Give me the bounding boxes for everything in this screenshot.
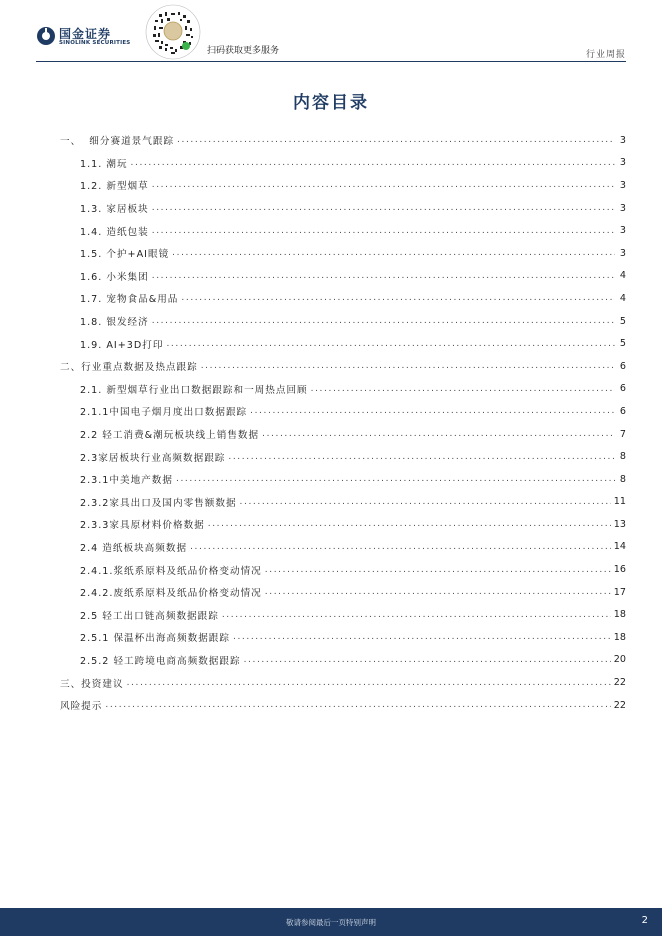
toc-leader-dots [152,271,615,281]
toc-entry-label: 2.4 造纸板块高频数据 [80,542,188,554]
toc-entry-page: 4 [619,292,626,304]
toc-entry-label: 1.2. 新型烟草 [80,181,149,193]
toc-entry-label: 2.1.1中国电子烟月度出口数据跟踪 [80,407,248,419]
toc-entry-page: 6 [619,405,626,417]
toc-entry-page: 3 [619,225,626,237]
toc-leader-dots [228,452,615,462]
toc-entry-label: 1.4. 造纸包装 [80,226,149,238]
toc-entry[interactable] [60,355,626,378]
toc-entry-page: 6 [619,360,626,372]
toc-leader-dots [105,700,610,710]
toc-entry-label: 2.5.2 轻工跨境电商高频数据跟踪 [80,655,241,667]
toc-entry-label: 2.5 轻工出口链高频数据跟踪 [80,610,219,622]
toc-leader-dots [265,565,611,575]
toc-entry-label: 风险提示 [60,701,103,713]
toc-entry-page: 6 [619,383,626,395]
toc-leader-dots [152,203,615,213]
toc-entry-page: 3 [619,134,626,146]
toc-entry-page: 5 [619,338,626,350]
toc-entry-label: 1.5. 个护+AI眼镜 [80,249,170,261]
toc-entry[interactable] [60,378,626,401]
toc-entry-page: 22 [613,677,626,689]
toc-entry-label: 二、行业重点数据及热点跟踪 [60,362,198,374]
logo-cn: 国金证券 [59,27,112,41]
toc-entry-label: 2.5.1 保温杯出海高频数据跟踪 [80,633,230,645]
toc-title: 内容目录 [293,93,369,113]
toc-entry[interactable] [60,242,626,265]
toc-entry-page: 5 [619,315,626,327]
toc-entry[interactable] [60,219,626,242]
toc-entry[interactable] [60,129,626,152]
sinolink-logo [36,24,136,50]
toc-entry[interactable] [60,174,626,197]
toc-entry-label: 一、 细分赛道景气跟踪 [60,136,175,148]
toc-entry-label: 1.9. AI+3D打印 [80,339,164,351]
toc-entry-label: 三、投资建议 [60,678,124,690]
toc-entry-label: 1.7. 宠物食品&用品 [80,294,179,306]
toc-leader-dots [152,180,615,190]
table-of-contents [60,129,626,716]
toc-entry[interactable] [60,332,626,355]
toc-leader-dots [166,339,615,349]
toc-leader-dots [190,542,611,552]
toc-entry-label: 2.3.2家具出口及国内零售额数据 [80,497,237,509]
toc-entry-page: 8 [619,451,626,463]
toc-entry-page: 20 [613,654,626,666]
toc-entry-page: 18 [613,631,626,643]
toc-entry[interactable] [60,445,626,468]
toc-entry[interactable] [60,287,626,310]
toc-leader-dots [250,406,615,416]
footer-bar [0,908,662,936]
toc-leader-dots [152,226,615,236]
toc-entry-page: 4 [619,270,626,282]
toc-leader-dots [233,632,611,642]
toc-entry[interactable] [60,265,626,288]
toc-entry-label: 2.3.1中美地产数据 [80,475,173,487]
toc-entry-page: 3 [619,202,626,214]
toc-leader-dots [244,655,611,665]
toc-leader-dots [240,497,611,507]
toc-entry-page: 3 [619,179,626,191]
toc-entry-page: 8 [619,473,626,485]
toc-entry-label: 1.3. 家居板块 [80,204,149,216]
toc-entry-page: 16 [613,564,626,576]
logo-en: SINOLINK SECURITIES [59,40,131,46]
toc-leader-dots [177,135,615,145]
toc-entry[interactable] [60,558,626,581]
toc-entry[interactable] [60,468,626,491]
toc-leader-dots [131,158,615,168]
header-divider [36,61,626,62]
toc-entry-page: 22 [613,699,626,711]
qr-caption: 扫码获取更多服务 [207,46,280,56]
toc-entry[interactable] [60,626,626,649]
toc-entry-page: 17 [613,586,626,598]
toc-leader-dots [222,610,611,620]
toc-entry[interactable] [60,603,626,626]
toc-entry-label: 2.3.3家具原材料价格数据 [80,520,205,532]
page-number: 2 [641,915,648,926]
toc-leader-dots [181,293,615,303]
toc-entry-page: 13 [613,518,626,530]
toc-entry-page: 7 [619,428,626,440]
toc-entry[interactable] [60,423,626,446]
toc-leader-dots [208,519,611,529]
toc-entry-label: 2.4.1.浆纸系原料及纸品价格变动情况 [80,565,262,577]
toc-entry[interactable] [60,649,626,672]
toc-leader-dots [176,474,615,484]
toc-entry-page: 3 [619,157,626,169]
toc-entry[interactable] [60,671,626,694]
toc-entry-label: 1.1. 潮玩 [80,158,128,170]
toc-entry[interactable] [60,536,626,559]
toc-entry[interactable] [60,581,626,604]
toc-entry[interactable] [60,491,626,514]
toc-leader-dots [311,384,615,394]
toc-entry[interactable] [60,400,626,423]
toc-leader-dots [265,587,611,597]
toc-entry[interactable] [60,310,626,333]
toc-entry-label: 2.4.2.废纸系原料及纸品价格变动情况 [80,588,262,600]
toc-entry-label: 1.8. 银发经济 [80,317,149,329]
toc-entry-page: 3 [619,247,626,259]
toc-leader-dots [172,248,615,258]
logo-mark-icon [36,26,56,46]
toc-entry-label: 2.3家居板块行业高频数据跟踪 [80,452,226,464]
qr-code-icon[interactable] [145,4,201,60]
toc-entry-label: 2.2 轻工消费&潮玩板块线上销售数据 [80,430,260,442]
toc-leader-dots [262,429,615,439]
toc-leader-dots [152,316,615,326]
toc-entry-page: 11 [613,496,626,508]
toc-entry-page: 14 [613,541,626,553]
toc-leader-dots [127,678,611,688]
toc-entry-page: 18 [613,609,626,621]
toc-entry[interactable] [60,152,626,175]
toc-entry[interactable] [60,197,626,220]
toc-entry-label: 2.1. 新型烟草行业出口数据跟踪和一周热点回顾 [80,384,308,396]
toc-entry-label: 1.6. 小米集团 [80,271,149,283]
report-type-label: 行业周报 [585,50,626,60]
footer-disclaimer: 敬请参阅最后一页特别声明 [286,918,376,927]
toc-entry[interactable] [60,694,626,717]
toc-entry[interactable] [60,513,626,536]
toc-leader-dots [201,361,615,371]
